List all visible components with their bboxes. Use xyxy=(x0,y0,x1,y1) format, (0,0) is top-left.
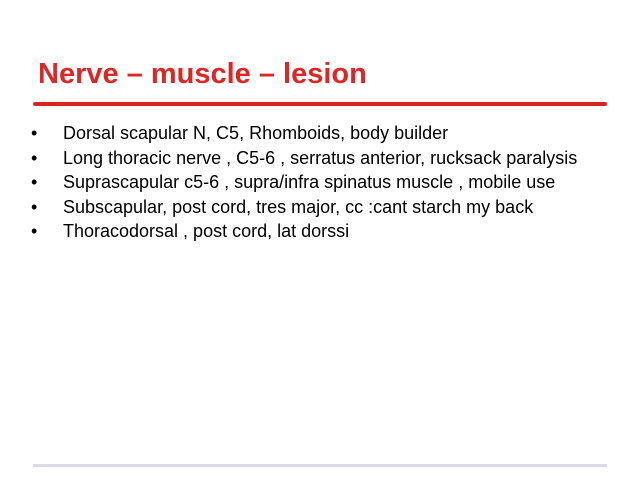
bullet-text: Thoracodorsal , post cord, lat dorssi xyxy=(63,221,350,241)
bullet-text: Subscapular, post cord, tres major, cc :cant starch my back xyxy=(63,196,534,217)
bullet-marker: • xyxy=(31,196,38,217)
bullet-text: Suprascapular c5-6 , supra/infra spinatus muscle , mobile use xyxy=(63,172,556,192)
bullet-marker: • xyxy=(31,147,38,168)
bullet-item-dorsal-scapular xyxy=(31,121,611,146)
bullet-marker: • xyxy=(31,221,38,241)
bullet-item-suprascapular xyxy=(31,170,611,195)
slide-title: Nerve – muscle – lesion xyxy=(38,58,367,90)
bullet-list xyxy=(31,121,611,244)
bullet-marker: • xyxy=(31,123,38,143)
bullet-item-subscapular xyxy=(31,195,611,220)
footer-divider xyxy=(33,464,607,467)
title-underline xyxy=(33,102,607,106)
bullet-text: Long thoracic nerve , C5-6 , serratus anterior, rucksack paralysis xyxy=(63,147,578,168)
bullet-text: Dorsal scapular N, C5, Rhomboids, body builder xyxy=(63,123,449,143)
bullet-item-long-thoracic xyxy=(31,146,611,171)
bullet-item-thoracodorsal xyxy=(31,219,611,244)
bullet-marker: • xyxy=(31,172,38,192)
